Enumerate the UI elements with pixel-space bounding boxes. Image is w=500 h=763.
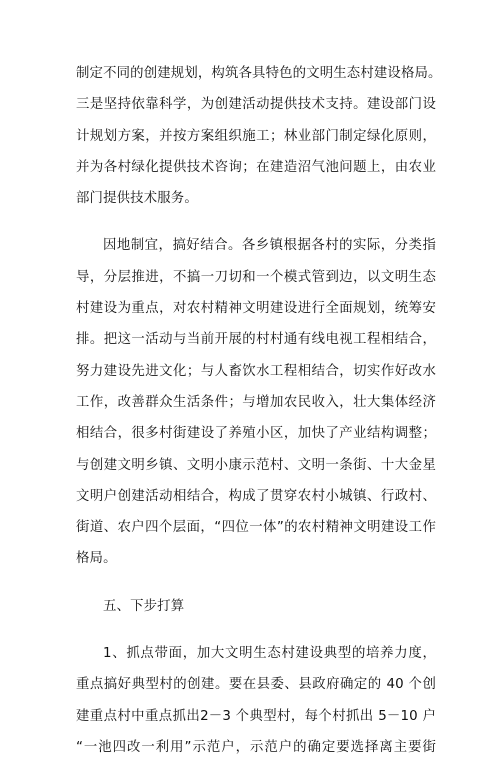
text-line: 村建设为重点，对农村精神文明建设进行全面规划，统筹安 xyxy=(76,301,436,317)
text-line: 重点搞好典型村的创建。要在县委、县政府确定的 40 个创 xyxy=(76,677,436,693)
document-body xyxy=(76,58,442,763)
text-line: 建重点村中重点抓出2－3 个典型村，每个村抓出 5－10 户 xyxy=(76,708,436,724)
text-line: 与创建文明乡镇、文明小康示范村、文明一条街、十大金星 xyxy=(76,457,436,473)
text-line: 格局。 xyxy=(76,551,117,567)
text-line: 努力建设先进文化；与人畜饮水工程相结合，切实作好改水 xyxy=(76,363,436,379)
paragraph-gap xyxy=(76,575,436,591)
text-line: 三是坚持依靠科学，为创建活动提供技术支持。建设部门设 xyxy=(76,97,436,113)
text-line: 相结合，很多村街建设了养殖小区，加快了产业结构调整； xyxy=(76,426,436,442)
section-heading: 五、下步打算 xyxy=(103,598,185,614)
paragraph-1 xyxy=(76,58,442,214)
paragraph-gap xyxy=(76,622,436,638)
text-line: 部门提供技术服务。 xyxy=(76,191,198,207)
text-line: 制定不同的创建规划，构筑各具特色的文明生态村建设格局。 xyxy=(76,66,442,81)
paragraph-3 xyxy=(76,638,436,763)
text-line: 因地制宜，搞好结合。各乡镇根据各村的实际，分类指 xyxy=(103,238,436,254)
text-line: 街道、农户四个层面，“四位一体”的农村精神文明建设工作 xyxy=(76,520,436,536)
text-line: 并为各村绿化提供技术咨询；在建造沼气池问题上，由农业 xyxy=(76,159,436,175)
text-line: 排。把这一活动与当前开展的村村通有线电视工程相结合， xyxy=(76,332,436,348)
text-line: 工作，改善群众生活条件；与增加农民收入，壮大集体经济 xyxy=(76,394,436,410)
text-line: 1、抓点带面，加大文明生态村建设典型的培养力度， xyxy=(103,646,436,662)
paragraph-2 xyxy=(76,230,436,574)
text-line: “一池四改一利用”示范户，示范户的确定要选择离主要街 xyxy=(76,739,436,755)
text-line: 文明户创建活动相结合，构成了贯穿农村小城镇、行政村、 xyxy=(76,488,436,504)
text-line: 计规划方案，并按方案组织施工；林业部门制定绿化原则， xyxy=(76,128,436,144)
text-line: 导，分层推进，不搞一刀切和一个模式管到边，以文明生态 xyxy=(76,269,436,285)
paragraph-gap xyxy=(76,214,436,230)
